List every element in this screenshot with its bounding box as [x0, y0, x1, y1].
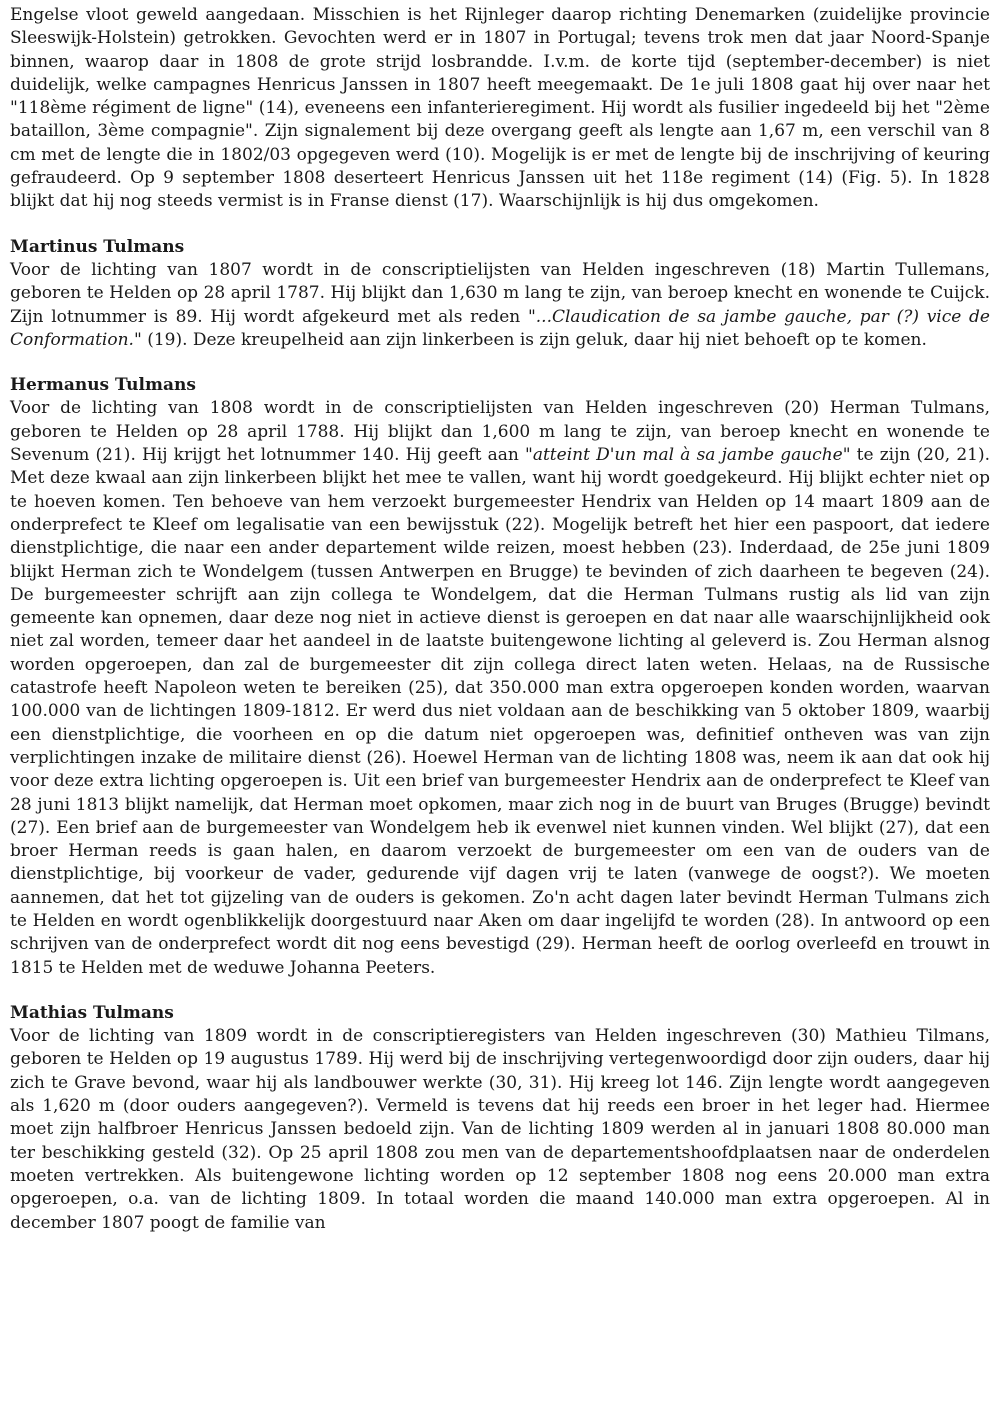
- italic-quote: atteint D'un mal à sa jambe gauche: [532, 445, 843, 466]
- paragraph-text: Voor de lichting van 1808 wordt in de conscriptielijsten van Helden ingeschreven (20) Herman Tulmans, geboren te Helden op 28 april 1788. Hij blijkt dan 1,600 m lang te zijn, van beroep knecht en wonende te Sevenum (21). Hij krijgt het lotnummer 140. Hij geeft aan ": [10, 398, 990, 466]
- paragraph-text: Voor de lichting van 1807 wordt in de conscriptielijsten van Helden ingeschreven (18) Martin Tullemans, geboren te Helden op 28 april 1787. Hij blijkt dan 1,630 m lang te zijn, van beroep knecht en wonende te Cuijck. Zijn lotnummer is 89. Hij wordt afgekeurd met als reden ": [10, 259, 990, 327]
- section-heading-mathias: Mathias Tulmans: [10, 1002, 174, 1023]
- paragraph-hermanus: [10, 397, 990, 979]
- paragraph-text: " (19). Deze kreupelheid aan zijn linkerbeen is zijn geluk, daar hij niet behoeft op te komen.: [133, 329, 927, 350]
- italic-quote: ...Claudication de sa jambe gauche, par (?) vice de Conformation.: [10, 306, 990, 350]
- section-mathias: [10, 1002, 990, 1235]
- section-heading-hermanus: Hermanus Tulmans: [10, 375, 196, 396]
- intro-paragraph: Engelse vloot geweld aangedaan. Misschien is het Rijnleger daarop richting Denemarken (zuidelijke provincie Sleeswijk-Holstein) getrokken. Gevochten werd er in 1807 in Portugal; tevens trok men dat jaar Noord-Spanje binnen, waarop daar in 1808 de grote strijd losbrandde. I.v.m. de korte tijd (september-december) is niet duidelijk, welke campagnes Henricus Janssen in 1807 heeft meegemaakt. De 1e juli 1808 gaat hij over naar het "118ème régiment de ligne" (14), eveneens een infanterieregiment. Hij wordt als fusilier ingedeeld bij het "2ème bataillon, 3ème compagnie". Zijn signalement bij deze overgang geeft als lengte aan 1,67 m, een verschil van 8 cm met de lengte die in 1802/03 opgegeven werd (10). Mogelijk is er met de lengte bij de inschrijving of keuring gefraudeerd. Op 9 september 1808 deserteert Henricus Janssen uit het 118e regiment (14) (Fig. 5). In 1828 blijkt dat hij nog steeds vermist is in Franse dienst (17). Waarschijnlijk is hij dus omgekomen.: [10, 5, 990, 212]
- paragraph-text: " te zijn (20, 21). Met deze kwaal aan zijn linkerbeen blijkt het mee te vallen, want hij wordt goedgekeurd. Hij blijkt echter niet op te hoeven komen. Ten behoeve van hem verzoekt burgemeester Hendrix van Helden op 14 maart 1809 aan de onderprefect te Kleef om legalisatie van een bewijsstuk (22). Mogelijk betreft het hier een paspoort, dat iedere dienstplichtige, die naar een ander departement wilde reizen, moest hebben (23). Inderdaad, de 25e juni 1809 blijkt Herman zich te Wondelgem (tussen Antwerpen en Brugge) te bevinden of zich daarheen te begeven (24). De burgemeester schrijft aan zijn collega te Wondelgem, dat die Herman Tulmans rustig als lid van zijn gemeente kan opnemen, daar deze nog niet in actieve dienst is geroepen en dat naar alle waarschijnlijkheid ook niet zal worden, temeer daar het aandeel in de laatste buitengewone lichting al geleverd is. Zou Herman alsnog worden opgeroepen, dan zal de burgemeester dit zijn collega direct laten weten. Helaas, na de Russische catastrofe heeft Napoleon weten te bereiken (25), dat 350.000 man extra opgeroepen konden worden, waarvan 100.000 van de lichtingen 1809-1812. Er werd dus niet voldaan aan de beschikking van 5 oktober 1809, waarbij een dienstplichtige, die voorheen en op die datum niet opgeroepen was, definitief ontheven was van zijn verplichtingen inzake de militaire dienst (26). Hoewel Herman van de lichting 1808 was, neem ik aan dat ook hij voor deze extra lichting opgeroepen is. Uit een brief van burgemeester Hendrix aan de onderprefect te Kleef van 28 juni 1813 blijkt namelijk, dat Herman moet opkomen, maar zich nog in de buurt van Bruges (Brugge) bevindt (27). Een brief aan de burgemeester van Wondelgem heb ik evenwel niet kunnen vinden. Wel blijkt (27), dat een broer Herman reeds is gaan halen, en daarom verzoekt de burgemeester om een van de ouders van de dienstplichtige, bij voorkeur de vader, gedurende vijf dagen vrij te laten (vanwege de oogst?). We moeten aannemen, dat het tot gijzeling van de ouders is gekomen. Zo'n acht dagen later bevindt Herman Tulmans zich te Helden en wordt ogenblikkelijk doorgestuurd naar Aken om daar ingelijfd te worden (28). In antwoord op een schrijven van de onderprefect wordt dit nog eens bevestigd (29). Herman heeft de oorlog overleefd en trouwt in 1815 te Helden met de weduwe Johanna Peeters.: [10, 445, 990, 978]
- paragraph-martinus: [10, 259, 990, 352]
- section-hermanus: [10, 374, 990, 980]
- section-martinus: [10, 236, 990, 352]
- section-heading-martinus: Martinus Tulmans: [10, 236, 185, 257]
- paragraph-mathias: Voor de lichting van 1809 wordt in de conscriptieregisters van Helden ingeschreven (30) Mathieu Tilmans, geboren te Helden op 19 augustus 1789. Hij werd bij de inschrijving vertegenwoordigd door zijn ouders, daar hij zich te Grave bevond, waar hij als landbouwer werkte (30, 31). Hij kreeg lot 146. Zijn lengte wordt aangegeven als 1,620 m (door ouders aangegeven?). Vermeld is tevens dat hij reeds een broer in het leger had. Hiermee moet zijn halfbroer Henricus Janssen bedoeld zijn. Van de lichting 1809 werden al in januari 1808 80.000 man ter beschikking gesteld (32). Op 25 april 1808 zou men van de departementshoofdplaatsen naar de onderdelen moeten vertrekken. Als buitengewone lichting worden op 12 september 1808 nog eens 20.000 man extra opgeroepen, o.a. van de lichting 1809. In totaal worden die maand 140.000 man extra opgeroepen. Al in december 1807 poogt de familie van: [10, 1026, 990, 1233]
